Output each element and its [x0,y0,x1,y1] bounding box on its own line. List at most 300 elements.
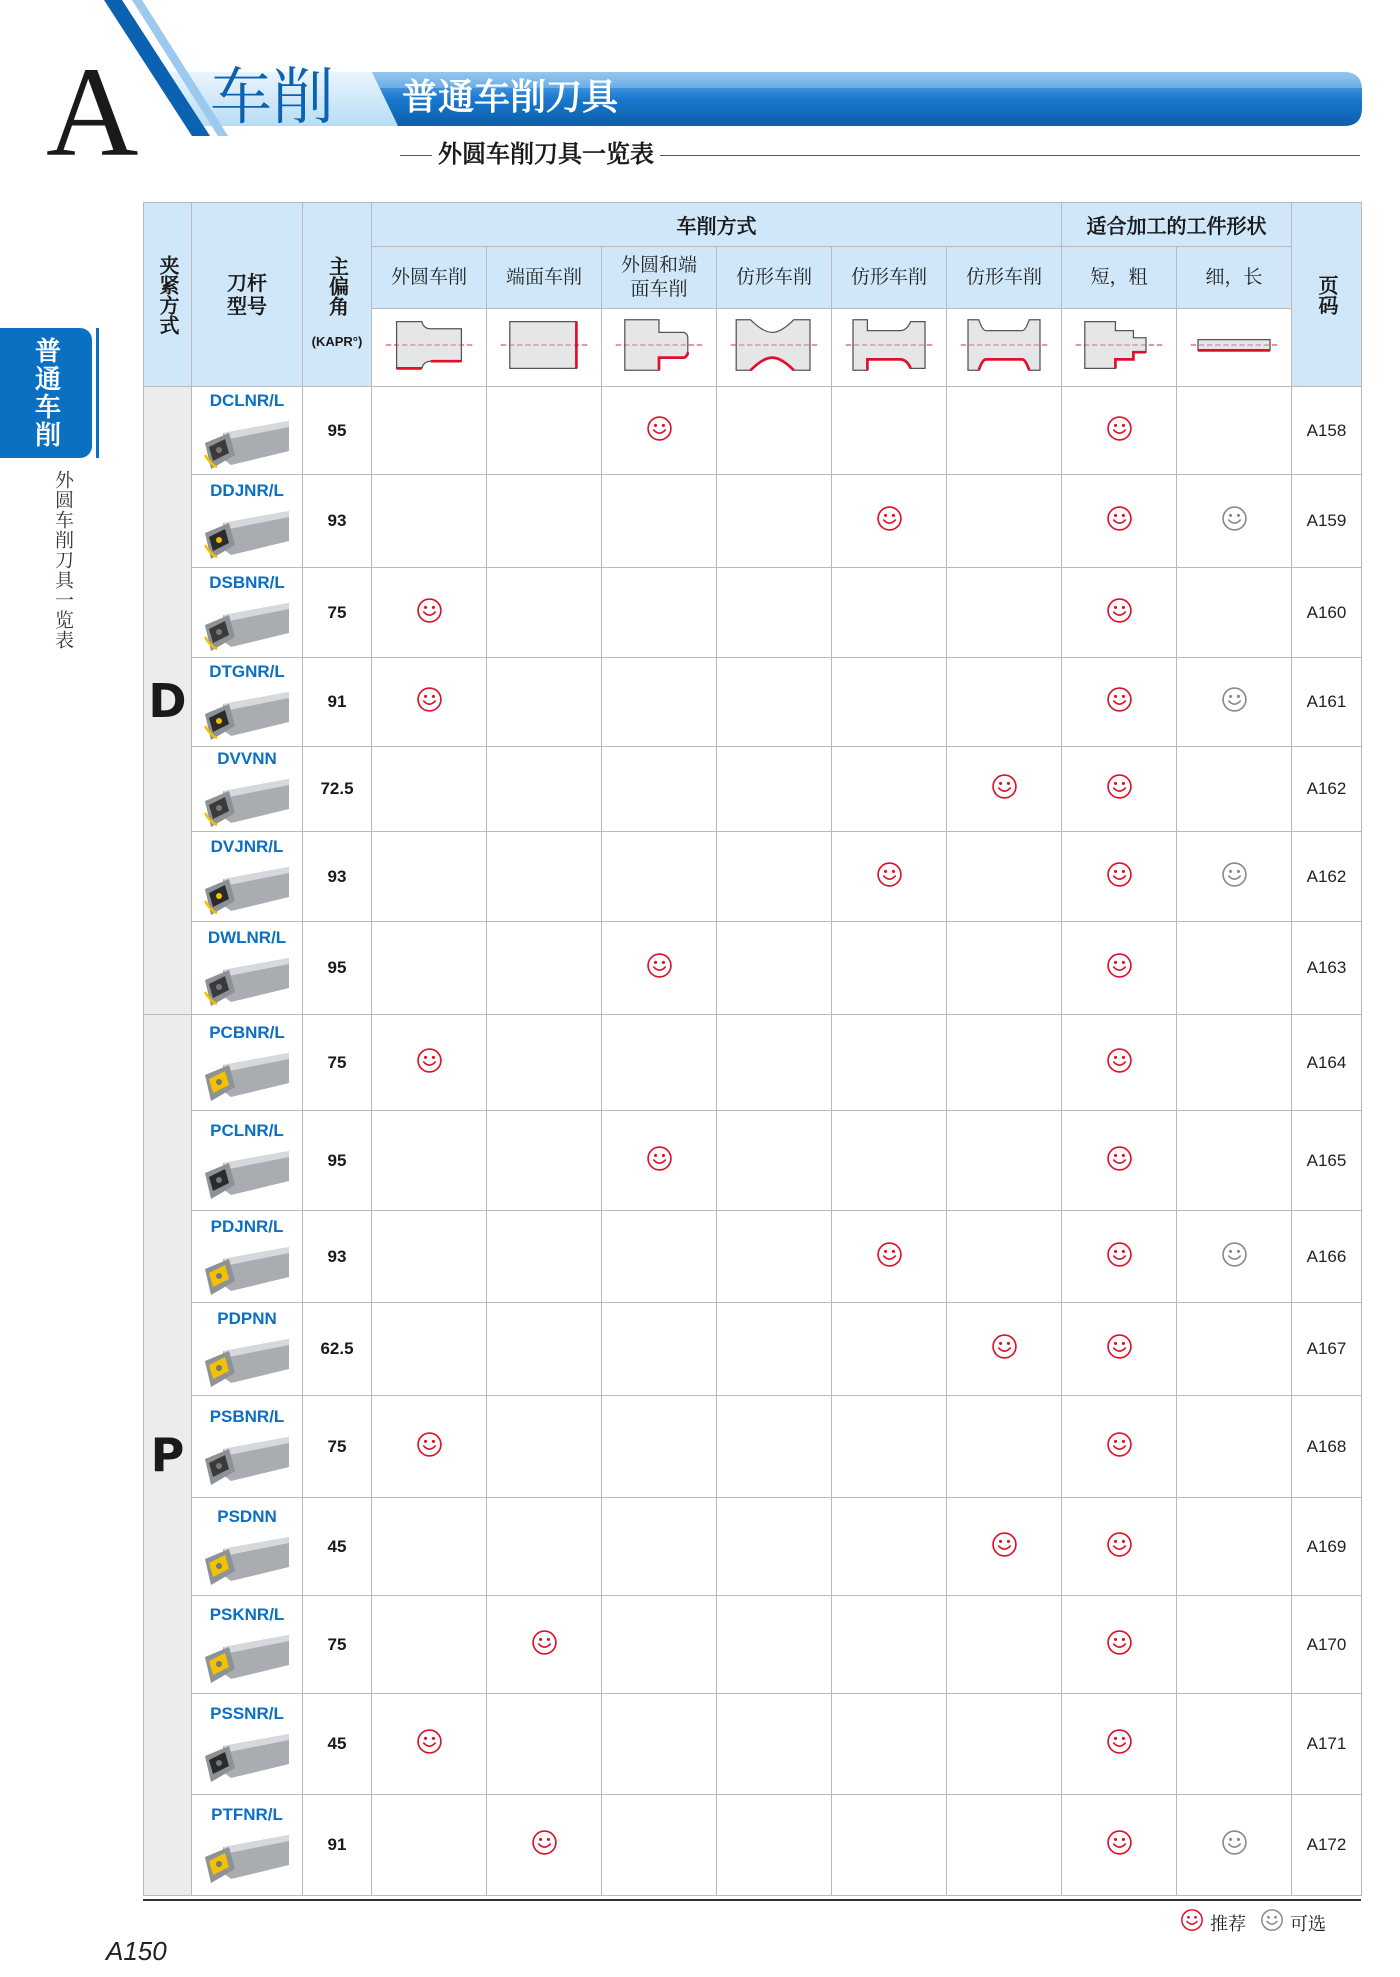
recommended-icon [416,611,443,628]
approach-angle: 45 [303,1694,372,1795]
optional-icon [1221,875,1248,892]
suitability-cell [372,1211,487,1303]
suitability-cell [372,1015,487,1111]
recommended-icon [1106,1445,1133,1462]
tool-row-pssnr-l [144,1694,1362,1795]
suitability-cell [372,568,487,658]
suitability-cell [1177,658,1292,747]
suitability-cell [717,1596,832,1694]
suitability-cell [487,475,602,568]
col-clamp-header: 夹紧方式 [144,203,192,387]
page-title: 普通车削刀具 [402,77,619,118]
tool-model[interactable]: PSDNN [217,1506,277,1526]
mode-header-1: 外圆车削 [372,247,487,309]
clamp-type-d [144,387,192,1015]
tool-row-dtgnr-l [144,658,1362,747]
suitability-cell [1062,568,1177,658]
suitability-cell [1177,1498,1292,1596]
optional-icon [1221,519,1248,536]
recommended-icon [1106,700,1133,717]
side-tab-label: 普通车削 [30,337,61,449]
suitability-cell [1062,832,1177,922]
suitability-cell [717,658,832,747]
page-link[interactable]: A168 [1292,1396,1362,1498]
suitability-cell [1177,1015,1292,1111]
approach-angle: 91 [303,1795,372,1896]
suitability-cell [602,832,717,922]
suitability-cell [832,922,947,1015]
suitability-cell [717,475,832,568]
suitability-cell [832,658,947,747]
approach-angle: 93 [303,832,372,922]
suitability-cell [832,1596,947,1694]
approach-angle: 95 [303,1111,372,1211]
suitability-cell [1177,832,1292,922]
copying-shape-icon-1 [717,309,832,387]
suitability-cell [487,922,602,1015]
recommended-icon [1106,1545,1133,1562]
suitability-cell [832,832,947,922]
tool-model-cell[interactable] [192,1111,303,1211]
suitability-cell [832,1015,947,1111]
tool-row-pdpnn [144,1303,1362,1396]
tool-model[interactable]: PTFNR/L [211,1805,283,1824]
recommended-icon [1106,1347,1133,1364]
clamp-type-p [144,1015,192,1896]
tool-model[interactable]: DDJNR/L [210,481,284,500]
recommended-icon [1180,1908,1204,1937]
optional-icon [1221,1255,1248,1272]
suitability-cell [372,1694,487,1795]
recommended-icon [646,1159,673,1176]
page-link[interactable]: A164 [1292,1015,1362,1111]
tool-holder-image [192,686,302,742]
recommended-icon [531,1643,558,1660]
page-link[interactable]: A163 [1292,922,1362,1015]
recommended-icon [1106,875,1133,892]
col-tool-header: 刀杆型号 [192,203,303,387]
recommended-icon [1106,611,1133,628]
tool-model-cell[interactable] [192,658,303,747]
suitability-cell [1062,387,1177,475]
suitability-cell [947,1795,1062,1896]
page-link[interactable]: A160 [1292,568,1362,658]
tool-model-cell[interactable] [192,922,303,1015]
suitability-cell [1062,1498,1177,1596]
thin-long-shape-icon [1177,309,1292,387]
approach-angle: 95 [303,387,372,475]
suitability-cell [832,1111,947,1211]
tool-holder-image [192,1829,302,1885]
tool-model[interactable]: PCBNR/L [209,1022,285,1042]
tool-model-cell[interactable] [192,1596,303,1694]
suitability-cell [1062,658,1177,747]
recommended-icon [1106,966,1133,983]
page-link[interactable]: A162 [1292,747,1362,832]
suitability-cell [832,1211,947,1303]
tool-model[interactable]: DTGNR/L [209,662,285,681]
suitability-cell [602,387,717,475]
page-link[interactable]: A171 [1292,1694,1362,1795]
suitability-cell [947,1396,1062,1498]
od-turning-shape-icon [372,309,487,387]
page-link[interactable]: A167 [1292,1303,1362,1396]
approach-angle: 93 [303,475,372,568]
suitability-cell [1177,1111,1292,1211]
tool-holder-image [192,1047,302,1103]
recommended-icon [876,519,903,536]
suitability-cell [947,1111,1062,1211]
mode-header-3: 外圆和端面车削 [602,247,717,309]
suitability-cell [372,1396,487,1498]
suitability-cell [1177,1211,1292,1303]
approach-angle: 45 [303,1498,372,1596]
suitability-cell [487,1211,602,1303]
copying-shape-icon-3 [947,309,1062,387]
tool-model-cell[interactable] [192,475,303,568]
suitability-cell [947,922,1062,1015]
suitability-cell [602,1498,717,1596]
recommended-icon [1106,1061,1133,1078]
page-link[interactable]: A170 [1292,1596,1362,1694]
suitability-cell [1062,1795,1177,1896]
tool-row-pdjnr-l [144,1211,1362,1303]
recommended-icon [1106,1159,1133,1176]
page-subtitle: 外圆车削刀具一览表 [432,140,660,169]
page-link[interactable]: A172 [1292,1795,1362,1896]
suitability-cell [372,1303,487,1396]
suitability-cell [372,1596,487,1694]
suitability-cell [717,832,832,922]
tool-holder-image [192,597,302,653]
clamp-type-label: D [148,673,187,728]
suitability-cell [602,1303,717,1396]
suitability-cell [602,1596,717,1694]
suitability-cell [1062,1396,1177,1498]
tool-model[interactable]: DSBNR/L [209,572,285,592]
legend-recommended: 推荐 [1210,1913,1246,1935]
suitability-cell [1062,1211,1177,1303]
tool-row-ptfnr-l [144,1795,1362,1896]
tool-model[interactable]: PSKNR/L [209,1604,285,1624]
tool-holder-image [192,1241,302,1297]
tool-holder-image [192,1728,302,1784]
tool-row-psdnn [144,1498,1362,1596]
suitability-cell [487,1111,602,1211]
tool-model-cell[interactable] [192,1694,303,1795]
clamp-type-label: P [150,1428,185,1482]
suitability-cell [602,475,717,568]
suitability-cell [487,1498,602,1596]
suitability-cell [602,1396,717,1498]
suitability-cell [717,1396,832,1498]
suitability-cell [717,1015,832,1111]
suitability-cell [717,1303,832,1396]
suitability-cell [1062,1694,1177,1795]
suitability-cell [1177,568,1292,658]
suitability-cell [487,1303,602,1396]
recommended-icon [991,1347,1018,1364]
tool-model[interactable]: PSSNR/L [210,1704,284,1723]
short-thick-shape-icon [1062,309,1177,387]
suitability-cell [947,1694,1062,1795]
tool-model-cell[interactable] [192,387,303,475]
page-link[interactable]: A162 [1292,832,1362,922]
mode-header-6: 仿形车削 [947,247,1062,309]
tool-row-dsbnr-l [144,568,1362,658]
suitability-cell [487,658,602,747]
tool-model-cell[interactable] [192,1396,303,1498]
tool-model-cell[interactable] [192,1303,303,1396]
suitability-cell [947,1303,1062,1396]
tool-row-ddjnr-l [144,475,1362,568]
group-shape-header: 适合加工的工件形状 [1062,203,1292,247]
tool-row-pcbnr-l [144,1015,1362,1111]
suitability-cell [832,387,947,475]
recommended-icon [1106,429,1133,446]
suitability-cell [947,747,1062,832]
suitability-cell [717,387,832,475]
tool-holder-image [192,1431,302,1487]
suitability-cell [1062,1596,1177,1694]
tool-model[interactable]: DVJNR/L [210,836,284,856]
suitability-cell [602,1694,717,1795]
suitability-cell [487,1596,602,1694]
tool-model[interactable]: PDPNN [217,1309,277,1328]
tool-model[interactable]: PDJNR/L [210,1216,284,1236]
shape-header-2: 细，长 [1177,247,1292,309]
suitability-cell [487,747,602,832]
suitability-cell [717,922,832,1015]
suitability-cell [487,832,602,922]
suitability-cell [1062,1111,1177,1211]
tool-holder-image [192,1333,302,1389]
approach-angle: 75 [303,568,372,658]
suitability-cell [1177,1303,1292,1396]
suitability-cell [487,568,602,658]
recommended-icon [1106,519,1133,536]
suitability-cell [602,1015,717,1111]
tool-model[interactable]: PCLNR/L [210,1120,284,1140]
suitability-cell [947,387,1062,475]
tool-holder-image [192,1145,302,1201]
approach-angle: 75 [303,1396,372,1498]
tool-rows [144,387,1362,1896]
suitability-cell [487,1015,602,1111]
suitability-cell [717,568,832,658]
recommended-icon [876,875,903,892]
suitability-cell [947,658,1062,747]
suitability-cell [372,658,487,747]
suitability-cell [487,1795,602,1896]
tool-row-dvjnr-l [144,832,1362,922]
suitability-cell [1062,1015,1177,1111]
tool-row-dclnr-l [144,387,1362,475]
shape-header-1: 短，粗 [1062,247,1177,309]
suitability-cell [832,747,947,832]
recommended-icon [416,700,443,717]
suitability-cell [947,568,1062,658]
suitability-cell [717,1498,832,1596]
suitability-cell [832,1396,947,1498]
page-number: A150 [106,1936,167,1966]
suitability-cell [832,1694,947,1795]
tool-row-pclnr-l [144,1111,1362,1211]
suitability-cell [947,1015,1062,1111]
optional-icon [1221,1843,1248,1860]
suitability-cell [602,1211,717,1303]
tool-model-cell[interactable] [192,1498,303,1596]
group-turning-header: 车削方式 [372,203,1062,247]
suitability-cell [602,1111,717,1211]
col-page-header: 页码 [1292,203,1362,387]
mode-header-2: 端面车削 [487,247,602,309]
tool-holder-image [192,1629,302,1685]
approach-angle: 72.5 [303,747,372,832]
suitability-cell [832,1498,947,1596]
tool-holder-image [192,861,302,917]
tool-model[interactable]: DVVNN [217,749,277,768]
suitability-cell [372,475,487,568]
page-link[interactable]: A158 [1292,387,1362,475]
tool-model-cell[interactable] [192,747,303,832]
angle-unit: (KAPR°) [311,333,363,349]
approach-angle: 95 [303,922,372,1015]
table-bottom-rule [143,1899,1361,1901]
recommended-icon [876,1255,903,1272]
suitability-cell [372,1111,487,1211]
recommended-icon [991,1545,1018,1562]
section-letter: A [46,41,139,183]
suitability-cell [832,475,947,568]
recommended-icon [416,1742,443,1759]
recommended-icon [646,429,673,446]
suitability-cell [947,475,1062,568]
tool-holder-image [192,415,302,471]
suitability-cell [1177,1694,1292,1795]
facing-shape-icon [487,309,602,387]
suitability-cell [372,832,487,922]
suitability-cell [1177,1596,1292,1694]
tool-model-cell[interactable] [192,568,303,658]
suitability-cell [1062,922,1177,1015]
legend [1180,1908,1340,1937]
suitability-cell [1177,475,1292,568]
suitability-cell [372,1795,487,1896]
optional-icon [1221,700,1248,717]
recommended-icon [416,1061,443,1078]
approach-angle: 75 [303,1015,372,1111]
suitability-cell [717,1111,832,1211]
suitability-cell [487,1694,602,1795]
suitability-cell [717,747,832,832]
suitability-cell [372,1498,487,1596]
suitability-cell [372,387,487,475]
side-tab[interactable] [0,328,92,458]
suitability-cell [602,568,717,658]
suitability-cell [717,1211,832,1303]
tool-row-psbnr-l [144,1396,1362,1498]
suitability-cell [947,1211,1062,1303]
recommended-icon [416,1445,443,1462]
tool-model[interactable]: DCLNR/L [209,390,285,410]
tool-holder-image [192,505,302,561]
tool-model-cell[interactable] [192,1015,303,1111]
tool-holder-image [192,1531,302,1587]
tool-row-psknr-l [144,1596,1362,1694]
tool-model[interactable]: DWLNR/L [207,928,287,947]
suitability-cell [1177,747,1292,832]
suitability-cell [717,1694,832,1795]
recommended-icon [1106,1742,1133,1759]
page-link[interactable]: A166 [1292,1211,1362,1303]
suitability-cell [947,1596,1062,1694]
suitability-cell [372,922,487,1015]
recommended-icon [646,966,673,983]
mode-header-5: 仿形车削 [832,247,947,309]
approach-angle: 62.5 [303,1303,372,1396]
suitability-cell [602,658,717,747]
approach-angle: 91 [303,658,372,747]
tool-model-cell[interactable] [192,1211,303,1303]
suitability-cell [1062,747,1177,832]
tool-model[interactable]: PSBNR/L [209,1406,285,1426]
tool-row-dvvnn [144,747,1362,832]
side-section-label: 外圆车削刀具一览表 [52,470,74,650]
page-link[interactable]: A165 [1292,1111,1362,1211]
suitability-cell [602,1795,717,1896]
tool-model-cell[interactable] [192,1795,303,1896]
suitability-cell [717,1795,832,1896]
suitability-cell [1062,475,1177,568]
recommended-icon [1106,1843,1133,1860]
recommended-icon [1106,787,1133,804]
tool-holder-image [192,952,302,1008]
category-title: 车削 [210,60,335,133]
col-angle-header: 主偏角 (KAPR°) [303,203,372,387]
tool-table [143,202,1362,1896]
suitability-cell [832,1303,947,1396]
approach-angle: 93 [303,1211,372,1303]
suitability-cell [487,1396,602,1498]
suitability-cell [602,922,717,1015]
optional-icon [1260,1908,1284,1937]
recommended-icon [1106,1255,1133,1272]
recommended-icon [531,1843,558,1860]
tool-model-cell[interactable] [192,832,303,922]
suitability-cell [1062,1303,1177,1396]
recommended-icon [991,787,1018,804]
suitability-cell [487,387,602,475]
legend-optional: 可选 [1290,1913,1326,1935]
page-link[interactable]: A161 [1292,658,1362,747]
suitability-cell [1177,1396,1292,1498]
side-tab-bar [96,328,99,458]
recommended-icon [1106,1643,1133,1660]
tool-row-dwlnr-l [144,922,1362,1015]
mode-header-4: 仿形车削 [717,247,832,309]
page-link[interactable]: A169 [1292,1498,1362,1596]
suitability-cell [372,747,487,832]
approach-angle: 75 [303,1596,372,1694]
copying-shape-icon-2 [832,309,947,387]
suitability-cell [832,1795,947,1896]
od-facing-shape-icon [602,309,717,387]
tool-holder-image [192,773,302,829]
suitability-cell [832,568,947,658]
suitability-cell [947,832,1062,922]
page-link[interactable]: A159 [1292,475,1362,568]
